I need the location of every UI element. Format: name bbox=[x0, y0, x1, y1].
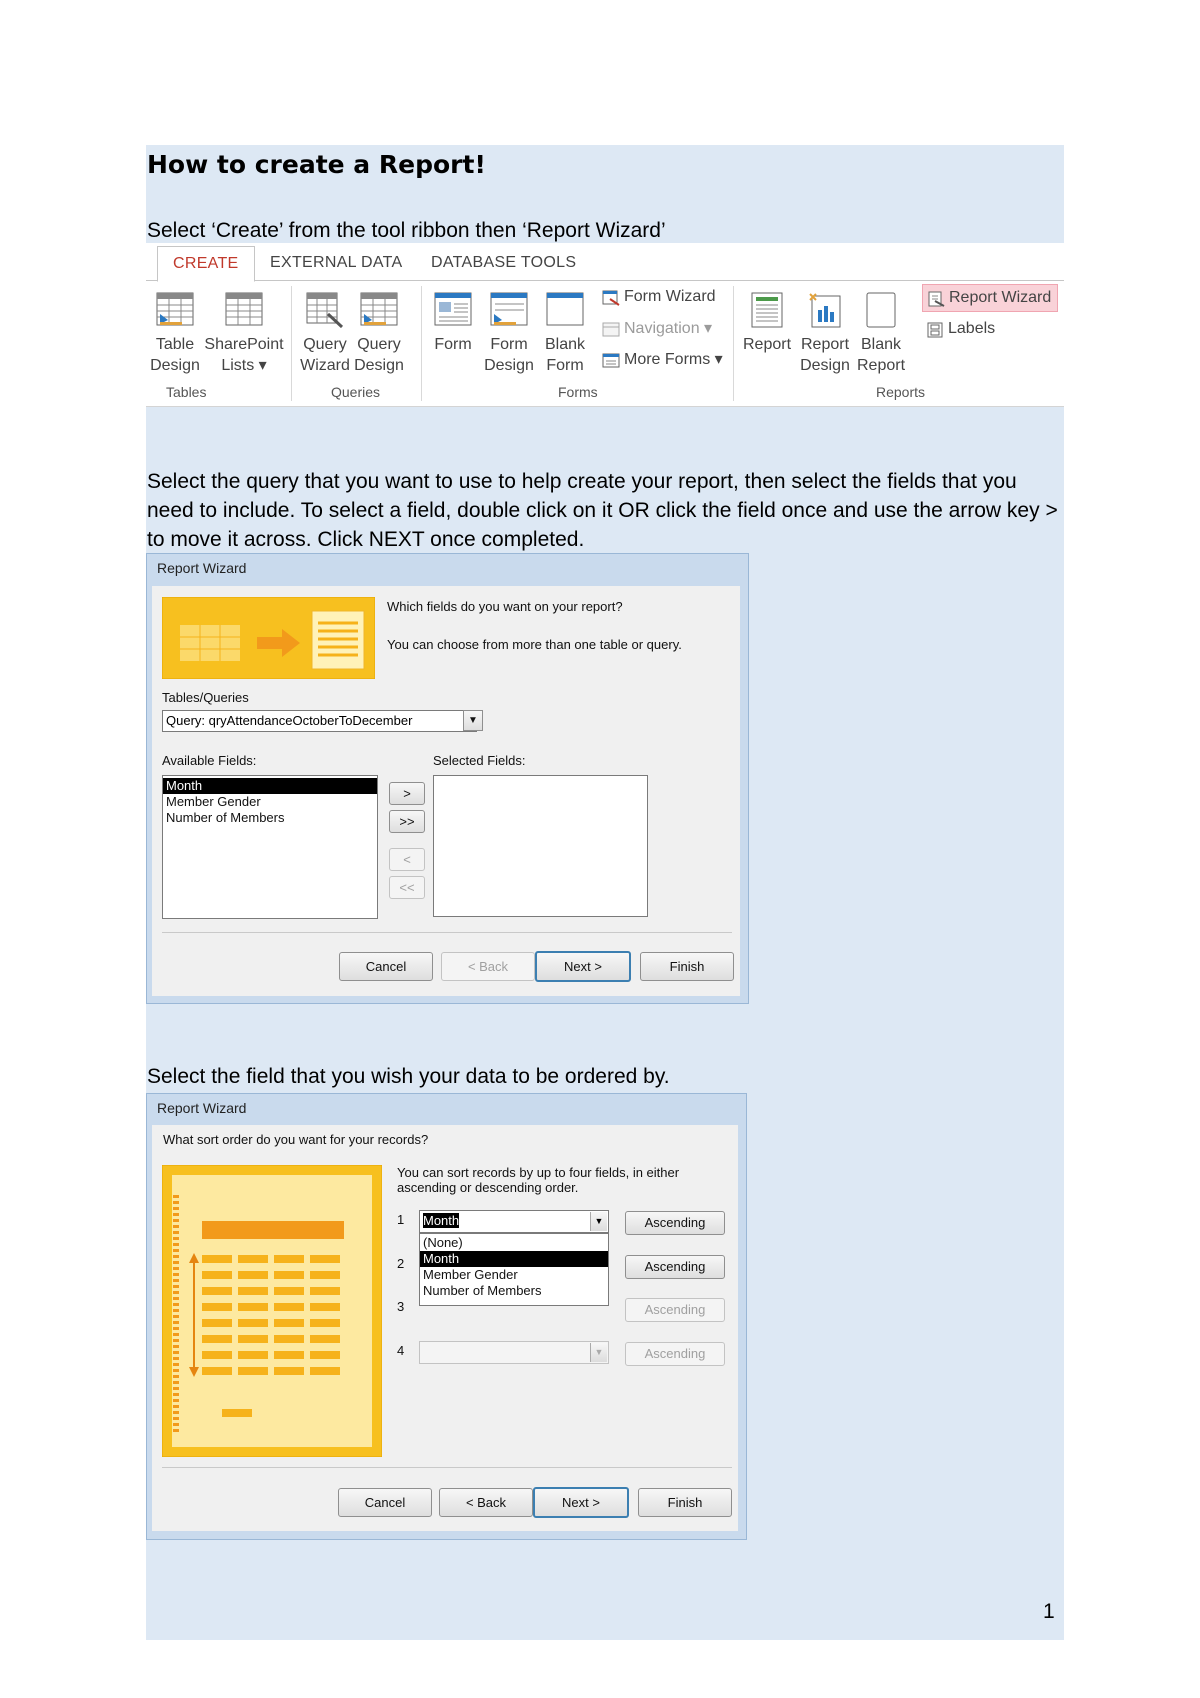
back-button[interactable]: < Back bbox=[439, 1488, 533, 1517]
navigation-icon bbox=[602, 321, 620, 337]
sort-order-3-button[interactable]: Ascending bbox=[625, 1298, 725, 1322]
available-fields-label: Available Fields: bbox=[162, 753, 257, 768]
blank-form-icon bbox=[546, 292, 584, 328]
remove-field-button[interactable]: < bbox=[389, 848, 425, 871]
sort-field-1-select[interactable]: Month ▼ bbox=[419, 1210, 609, 1233]
report-wizard-fields-dialog bbox=[146, 553, 749, 1004]
fields-prompt: Which fields do you want on your report? bbox=[387, 599, 623, 614]
next-button[interactable]: Next > bbox=[533, 1487, 629, 1518]
dropdown-option[interactable]: (None) bbox=[423, 1235, 463, 1250]
query-wizard-button[interactable]: Query Wizard bbox=[298, 292, 352, 376]
form-wizard-button[interactable]: Form Wizard bbox=[602, 284, 716, 310]
sort-order-1-button[interactable]: Ascending bbox=[625, 1211, 725, 1235]
report-design-button[interactable]: Report Design bbox=[796, 292, 854, 376]
available-fields-list[interactable] bbox=[162, 775, 378, 919]
fields-subprompt: You can choose from more than one table or query. bbox=[387, 637, 682, 652]
group-label-tables: Tables bbox=[166, 384, 207, 400]
tables-queries-select[interactable]: Query: qryAttendanceOctoberToDecember bbox=[162, 710, 477, 732]
cancel-button[interactable]: Cancel bbox=[338, 1488, 432, 1517]
sort-prompt: What sort order do you want for your records? bbox=[163, 1132, 429, 1147]
step1-instruction: Select ‘Create’ from the tool ribbon then ‘Report Wizard’ bbox=[147, 219, 666, 242]
table-design-button[interactable]: Table Design bbox=[150, 292, 200, 376]
tab-external-data[interactable]: EXTERNAL DATA bbox=[270, 254, 403, 271]
labels-icon bbox=[926, 321, 944, 337]
blank-report-button[interactable]: Blank Report bbox=[854, 292, 908, 376]
tables-queries-dropdown-button[interactable] bbox=[463, 710, 483, 731]
page-title: How to create a Report! bbox=[147, 150, 486, 179]
chevron-down-icon[interactable]: ▼ bbox=[590, 1343, 607, 1362]
sort-illustration bbox=[162, 1165, 382, 1457]
dropdown-option[interactable]: Month bbox=[420, 1251, 608, 1267]
sort-number-3: 3 bbox=[397, 1299, 405, 1314]
form-design-icon bbox=[490, 292, 528, 328]
sort-number-4: 4 bbox=[397, 1343, 405, 1358]
add-all-fields-button[interactable]: >> bbox=[389, 810, 425, 833]
form-wizard-icon bbox=[602, 289, 620, 305]
navigation-button[interactable]: Navigation ▾ bbox=[602, 316, 712, 342]
selected-fields-label: Selected Fields: bbox=[433, 753, 526, 768]
add-field-button[interactable]: > bbox=[389, 782, 425, 805]
sort-number-1: 1 bbox=[397, 1212, 405, 1227]
table-design-icon bbox=[156, 292, 194, 328]
cancel-button[interactable]: Cancel bbox=[339, 952, 433, 981]
sharepoint-lists-button[interactable]: SharePoint Lists ▾ bbox=[204, 292, 284, 376]
remove-all-fields-button[interactable]: << bbox=[389, 876, 425, 899]
dialog-title: Report Wizard bbox=[157, 560, 247, 576]
form-icon bbox=[434, 292, 472, 328]
report-button[interactable]: Report bbox=[740, 292, 794, 355]
finish-button[interactable]: Finish bbox=[640, 952, 734, 981]
report-icon bbox=[748, 292, 786, 328]
report-wizard-button[interactable]: Report Wizard bbox=[922, 284, 1058, 312]
group-label-reports: Reports bbox=[876, 384, 926, 400]
tables-queries-label: Tables/Queries bbox=[162, 690, 249, 705]
form-design-button[interactable]: Form Design bbox=[482, 292, 536, 376]
dialog-title: Report Wizard bbox=[157, 1100, 247, 1116]
list-item[interactable]: Number of Members bbox=[166, 810, 285, 825]
form-button[interactable]: Form bbox=[428, 292, 478, 355]
sort-number-2: 2 bbox=[397, 1256, 405, 1271]
report-design-icon bbox=[806, 292, 844, 328]
report-wizard-sort-dialog bbox=[146, 1093, 747, 1540]
more-forms-button[interactable]: More Forms ▾ bbox=[602, 347, 723, 373]
dropdown-option[interactable]: Member Gender bbox=[423, 1267, 518, 1282]
dropdown-option[interactable]: Number of Members bbox=[423, 1283, 542, 1298]
tab-create[interactable]: CREATE bbox=[157, 246, 255, 282]
more-forms-icon bbox=[602, 352, 620, 368]
group-label-forms: Forms bbox=[558, 384, 598, 400]
back-button[interactable]: < Back bbox=[441, 952, 535, 981]
tab-database-tools[interactable]: DATABASE TOOLS bbox=[431, 254, 577, 271]
sort-subprompt-line1: You can sort records by up to four fields, in either bbox=[397, 1165, 680, 1180]
sharepoint-lists-icon bbox=[225, 292, 263, 328]
step3-instruction: Select the field that you wish your data to be ordered by. bbox=[147, 1065, 670, 1088]
access-ribbon bbox=[146, 246, 1064, 407]
list-item[interactable]: Month bbox=[163, 778, 377, 794]
group-label-queries: Queries bbox=[331, 384, 381, 400]
blank-form-button[interactable]: Blank Form bbox=[540, 292, 590, 376]
report-wizard-icon bbox=[927, 290, 945, 306]
blank-report-icon bbox=[862, 292, 900, 328]
query-wizard-icon bbox=[306, 292, 344, 328]
selected-fields-list[interactable] bbox=[433, 775, 648, 917]
list-item[interactable]: Member Gender bbox=[166, 794, 261, 809]
step2-instruction: Select the query that you want to use to help create your report, then select the fields that you need to include. To select a field, double click on it OR click the field once and use the arrow key > to move it across. Click NEXT once completed. bbox=[147, 470, 1058, 551]
query-design-icon bbox=[360, 292, 398, 328]
chevron-down-icon[interactable]: ▼ bbox=[590, 1212, 607, 1231]
page-number: 1 bbox=[1043, 1600, 1055, 1623]
sort-subprompt-line2: ascending or descending order. bbox=[397, 1180, 579, 1195]
labels-button[interactable]: Labels bbox=[926, 316, 995, 342]
wizard-illustration bbox=[162, 597, 375, 679]
chevron-down-icon: ▼ bbox=[468, 715, 478, 726]
finish-button[interactable]: Finish bbox=[638, 1488, 732, 1517]
sort-field-4-select[interactable] bbox=[419, 1341, 609, 1364]
query-design-button[interactable]: Query Design bbox=[352, 292, 406, 376]
sort-order-4-button[interactable]: Ascending bbox=[625, 1342, 725, 1366]
sort-order-2-button[interactable]: Ascending bbox=[625, 1255, 725, 1279]
sort-field-dropdown-list[interactable] bbox=[419, 1233, 609, 1306]
next-button[interactable]: Next > bbox=[535, 951, 631, 982]
